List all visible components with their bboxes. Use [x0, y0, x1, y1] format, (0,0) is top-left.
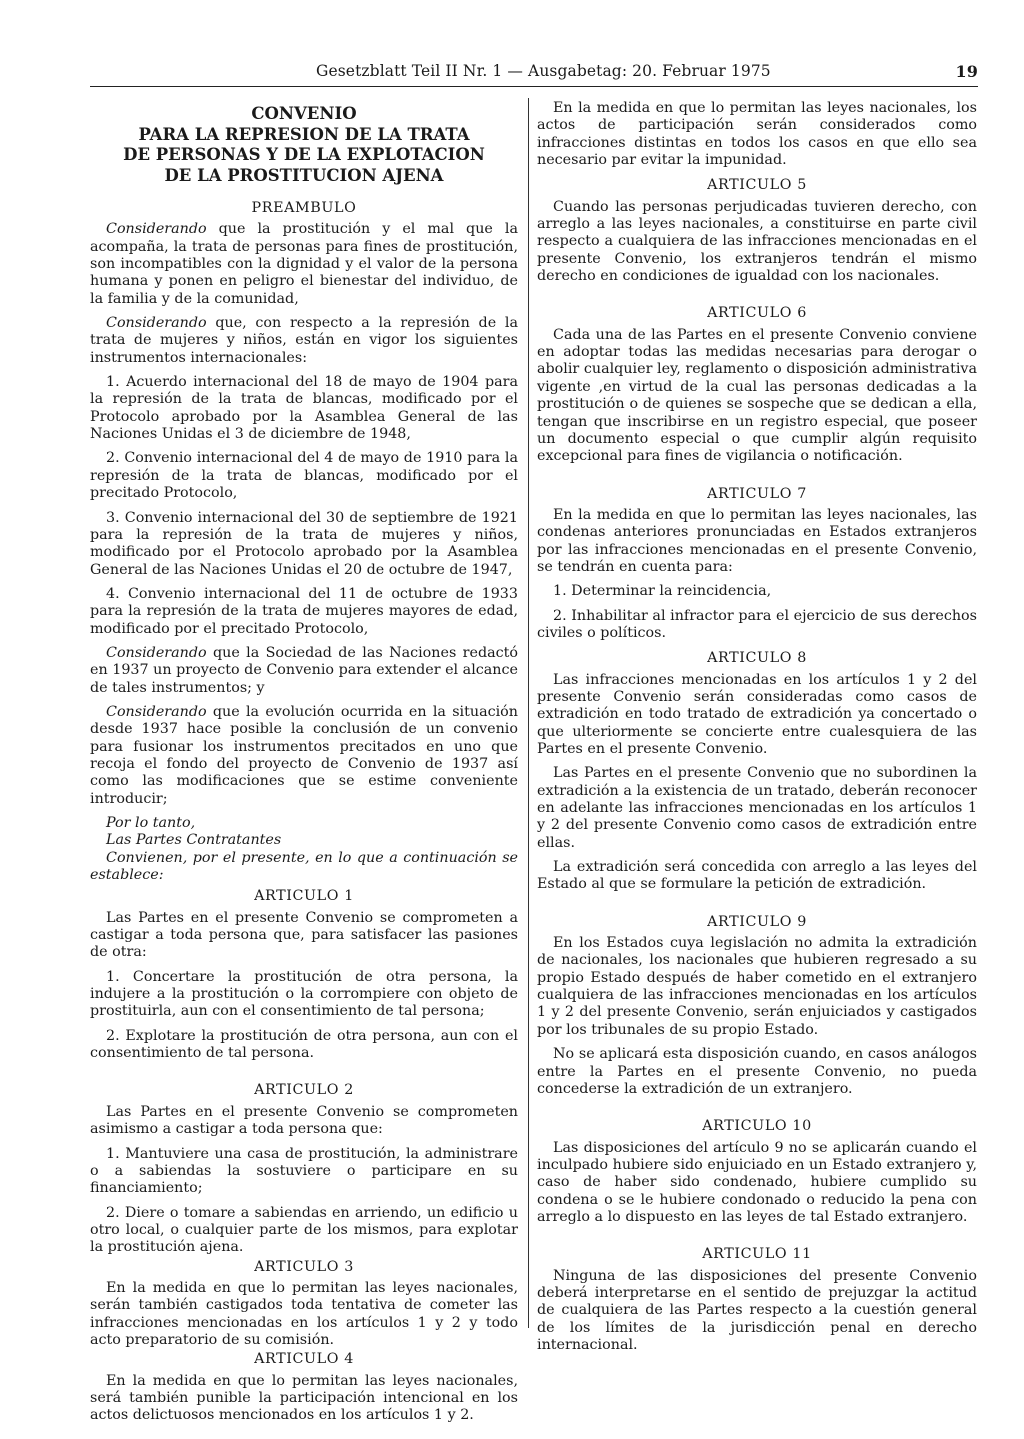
- document-title: [90, 104, 518, 186]
- running-head-title: Gesetzblatt Teil II Nr. 1 — Ausgabetag: 20. Februar 1975: [316, 62, 771, 80]
- article-paragraph: No se aplicará esta disposición cuando, en casos análogos entre la Partes en el presente Convenio, no pueda concederse la extradición de un extranjero.: [537, 1046, 977, 1097]
- preamble-paragraph: Considerando que la Sociedad de las Naciones redactó en 1937 un proyecto de Convenio para extender el alcance de tales instrumentos; y: [90, 644, 518, 696]
- article-paragraph: En la medida en que lo permitan las leyes nacionales, serán también castigados toda tentativa de cometer las infracciones mencionadas en los artículos 1 y 2 y todo acto preparatorio de su comisión.: [90, 1279, 518, 1348]
- article-heading: ARTICULO 1: [254, 888, 354, 905]
- article-paragraph: En la medida en que lo permitan las leyes nacionales, las condenas anteriores pronunciadas en Estados extranjeros por las infracciones mencionadas en el presente Convenio, se tendrán en cuenta para:: [537, 506, 977, 575]
- article-paragraph: Las Partes en el presente Convenio se comprometen asimismo a castigar a toda persona que:: [90, 1103, 518, 1138]
- article-paragraph: Cada una de las Partes en el presente Convenio conviene en adoptar todas las medidas necesarias para derogar o abolir cualquier ley, reglamento o disposición administrativa vigente ,en virtud de la cual las personas dedicadas a la prostitución o de quienes se sospeche que se dedican a ella, tengan que inscribirse en un registro especial, que poseer un documento especial o que cumplir algún requisito excepcional para fines de vigilancia o notificación.: [537, 326, 977, 465]
- preamble-lead: Considerando: [106, 315, 207, 332]
- article-heading: ARTICULO 6: [707, 305, 807, 322]
- title-line: DE LA PROSTITUCION AJENA: [164, 165, 444, 185]
- article-heading: ARTICULO 3: [254, 1258, 354, 1275]
- article-heading: ARTICULO 2: [254, 1082, 354, 1099]
- article-paragraph: 2. Explotare la prostitución de otra persona, aun con el consentimiento de tal persona.: [90, 1027, 518, 1062]
- article-heading: ARTICULO 11: [702, 1246, 812, 1263]
- article-paragraph: 1. Concertare la prostitución de otra persona, la indujere a la prostitución o la corrompiere con objeto de prostituirla, aun con el consentimiento de tal persona;: [90, 968, 518, 1020]
- preamble-list-item: 2. Convenio internacional del 4 de mayo de 1910 para la represión de la trata de blancas, modificado por el precitado Protocolo,: [90, 450, 518, 502]
- closing-formula: [106, 815, 518, 850]
- closing-line: Las Partes Contratantes: [106, 832, 282, 849]
- article-heading: ARTICULO 4: [254, 1351, 354, 1368]
- article-heading: ARTICULO 7: [707, 485, 807, 502]
- preamble-paragraph: Considerando que la evolución ocurrida en la situación desde 1937 hace posible la conclusión de un convenio para fusionar los instrumentos precitados en uno que recoja el fondo del proyecto de Convenio de 1937 así como las modificaciones que se estime conveniente introducir;: [90, 703, 518, 807]
- page-number: 19: [955, 62, 978, 81]
- article-paragraph: En la medida en que lo permitan las leyes nacionales, será también punible la participación intencional en los actos delictuosos mencionados en los artículos 1 y 2.: [90, 1372, 518, 1424]
- right-column: [537, 100, 977, 1361]
- header-rule: [90, 86, 978, 87]
- preamble-paragraph: Considerando que la prostitución y el mal que la acompaña, la trata de personas para fines de prostitución, son incompatibles con la dignidad y el valor de la persona humana y ponen en peligro el bienestar del individuo, de la familia y de la comunidad,: [90, 221, 518, 307]
- article-paragraph: Las disposiciones del artículo 9 no se aplicarán cuando el inculpado hubiere sido enjuiciado en un Estado extranjero y, caso de haber sido condenado, hubiere cumplido su condena o se le hubiere condonado o reducido la pena con arreglo a lo dispuesto en las leyes de tal Estado extranjero.: [537, 1139, 977, 1225]
- preamble-lead: Considerando: [106, 703, 207, 720]
- article-paragraph: Ninguna de las disposiciones del presente Convenio deberá interpretarse en el sentido de prejuzgar la actitud de cualquiera de las Partes respecto a la cuestión general de los límites de la jurisdicción penal en derecho internacional.: [537, 1267, 977, 1353]
- article-paragraph: La extradición será concedida con arreglo a las leyes del Estado al que se formulare la petición de extradición.: [537, 859, 977, 893]
- article-paragraph: 1. Determinar la reincidencia,: [553, 583, 772, 600]
- article-paragraph: Cuando las personas perjudicadas tuvieren derecho, con arreglo a las leyes nacionales, a constituirse en parte civil respecto a cualquiera de las infracciones mencionadas en el presente Convenio, los extranjeros tendrán el mismo derecho en condiciones de igualdad con los nacionales.: [537, 198, 977, 285]
- article-paragraph: Las Partes en el presente Convenio se comprometen a castigar a toda persona que, para satisfacer las pasiones de otra:: [90, 909, 518, 961]
- article-heading: ARTICULO 5: [707, 177, 807, 194]
- left-column: [90, 100, 518, 1432]
- preamble-lead: Considerando: [106, 644, 207, 661]
- article-paragraph: Las infracciones mencionadas en los artículos 1 y 2 del presente Convenio serán consideradas como casos de extradición en todo tratado de extradición ya concertado o que ulteriormente se concierte entre cualesquiera de las Partes en el presente Convenio.: [537, 671, 977, 757]
- article-paragraph: 1. Mantuviere una casa de prostitución, la administrare o a sabiendas la sostuviere o participare en su financiamiento;: [90, 1145, 518, 1197]
- closing-line: Convienen, por el presente, en lo que a continuación se establece:: [90, 849, 518, 884]
- article-heading: ARTICULO 9: [707, 913, 807, 930]
- column-divider: [528, 98, 529, 1328]
- preamble-paragraph: Considerando que, con respecto a la represión de la trata de mujeres y niños, están en vigor los siguientes instrumentos internacionales:: [90, 315, 518, 366]
- article-paragraph: Las Partes en el presente Convenio que no subordinen la extradición a la existencia de un tratado, deberán reconocer en adelante las infracciones mencionadas en los artículos 1 y 2 del presente Convenio como casos de extradición entre ellas.: [537, 765, 977, 851]
- title-line: DE PERSONAS Y DE LA EXPLOTACION: [123, 145, 485, 164]
- preamble-lead: Considerando: [106, 221, 207, 238]
- preamble-list-item: 1. Acuerdo internacional del 18 de mayo de 1904 para la represión de la trata de blancas, modificado por el Protocolo aprobado por la Asamblea General de las Naciones Unidas el 3 de diciembre de 1948,: [90, 374, 518, 443]
- closing-line: Por lo tanto,: [106, 815, 196, 831]
- preamble-list-item: 3. Convenio internacional del 30 de septiembre de 1921 para la represión de la trata de mujeres y niños, modificado por el Protocolo aprobado por la Asamblea General de las Naciones Unidas el 20 de octubre de 1947,: [90, 509, 518, 578]
- title-line: CONVENIO: [251, 104, 357, 123]
- preamble-heading: PREAMBULO: [251, 200, 357, 216]
- article-paragraph: 2. Diere o tomare a sabiendas en arriendo, un edificio u otro local, o cualquier parte de los mismos, para explotar la prostitución ajena.: [90, 1204, 518, 1256]
- article-paragraph: 2. Inhabilitar al infractor para el ejercicio de sus derechos civiles o políticos.: [537, 607, 977, 641]
- article-heading: ARTICULO 8: [707, 650, 807, 667]
- article-paragraph: En la medida en que lo permitan las leyes nacionales, los actos de participación serán considerados como infracciones distintas en todos los casos en que ello sea necesario par evitar la impunidad.: [537, 100, 977, 169]
- preamble-list-item: 4. Convenio internacional del 11 de octubre de 1933 para la represión de la trata de mujeres mayores de edad, modificado por el precitado Protocolo,: [90, 585, 518, 637]
- article-heading: ARTICULO 10: [702, 1118, 812, 1135]
- running-head: [90, 62, 978, 84]
- title-line: PARA LA REPRESION DE LA TRATA: [138, 124, 470, 144]
- article-paragraph: En los Estados cuya legislación no admita la extradición de nacionales, los nacionales que hubieren regresado a su propio Estado después de haber cometido en el extranjero cualquiera de las infracciones mencionadas en los artículos 1 y 2 del presente Convenio, serán enjuiciados y castigados por los tribunales de su propio Estado.: [537, 935, 977, 1038]
